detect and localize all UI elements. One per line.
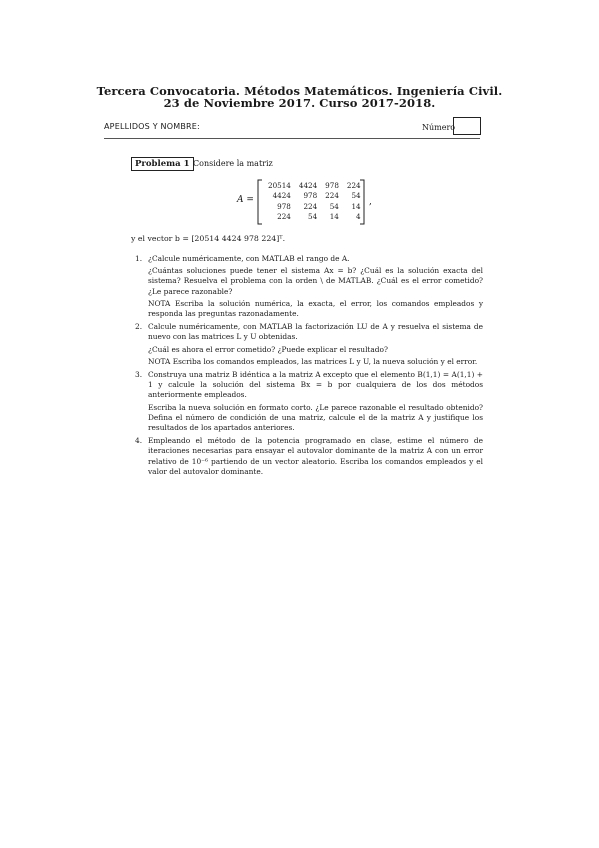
matrix-cell: 224 [346, 180, 361, 190]
vector-b: y el vector b = [20514 4424 978 224]ᵀ. [131, 234, 286, 243]
matrix-row [264, 212, 365, 223]
name-label: APELLIDOS Y NOMBRE: [104, 122, 200, 131]
question-paragraph: Construya una matriz B idéntica a la matriz A excepto que el elemento B(1,1) = A(1,1) + 1 y calcule la solución del sistema Bx = b por cualquiera de los dos métodos anteriormente empleados. [148, 370, 483, 400]
problem-label: Problema 1 [131, 157, 194, 171]
matrix-cell: 54 [329, 201, 339, 211]
exam-title-line2: 23 de Noviembre 2017. Curso 2017-2018. [163, 96, 436, 110]
question-number: 1. [135, 254, 143, 263]
question-paragraph: NOTA Escriba la solución numérica, la exacta, el error, los comandos empleados y responda las preguntas razonadamente. [148, 298, 483, 319]
question-paragraph: ¿Cuántas soluciones puede tener el sistema Ax = b? ¿Cuál es la solución exacta del sistema? Resuelva el problema con la orden \ de MATLAB. ¿Cuál es el error cometido? ¿Le parece razonable? [148, 266, 483, 296]
number-label: Número [422, 123, 456, 132]
matrix-cell: 14 [351, 201, 361, 211]
question-paragraph: ¿Calcule numéricamente, con MATLAB el rango de A. [148, 254, 350, 263]
question-number: 2. [135, 322, 143, 332]
matrix-cell: 4 [356, 212, 361, 222]
matrix-cell: 20514 [268, 180, 291, 190]
matrix-cell: 224 [325, 191, 339, 201]
matrix-row [264, 191, 365, 202]
question-item [131, 322, 483, 367]
questions-list [131, 254, 483, 480]
problem-intro: Considere la matriz [193, 159, 273, 168]
matrix-a: A = 20514 4424 978 224 4424 978 224 54 978 224 54 14 224 54 14 4 , [237, 179, 377, 225]
question-paragraph: NOTA Escriba los comandos empleados, las matrices L y U, la nueva solución y el error. [148, 356, 478, 366]
matrix-table [264, 180, 365, 222]
matrix-cell: 978 [303, 191, 318, 201]
student-header-row [104, 120, 480, 136]
number-box[interactable] [453, 117, 481, 135]
question-item [131, 436, 483, 477]
matrix-cell: 978 [277, 201, 291, 211]
header-divider [104, 138, 480, 139]
matrix-symbol: A = [237, 195, 254, 205]
matrix-cell: 14 [329, 212, 339, 222]
matrix-cell: 224 [303, 201, 318, 211]
exam-title-line1: Tercera Convocatoria. Métodos Matemáticos. Ingeniería Civil. [96, 84, 503, 98]
question-paragraph: Escriba la nueva solución en formato corto. ¿Le parece razonable el resultado obtenido? Defina el número de condición de una matriz, calcule el de la matriz A y justifique los resultados de los apartados anteriores. [148, 402, 483, 433]
matrix-row [264, 201, 365, 212]
matrix-cell: 978 [325, 180, 339, 190]
question-item [131, 254, 483, 319]
matrix-cell: 54 [308, 212, 318, 222]
question-number: 4. [135, 436, 143, 446]
question-item [131, 370, 483, 433]
matrix-cell: 4424 [298, 180, 318, 190]
question-number: 3. [135, 370, 143, 380]
question-paragraph: Empleando el método de la potencia programado en clase, estime el número de iteraciones necesarias para ensayar el autovalor dominante de la matriz A con un error relativo de 10⁻⁶ partiendo de un vector aleatorio. Escriba los comandos empleados y el valor del autovalor dominante. [148, 436, 483, 476]
matrix-cell: 224 [277, 212, 291, 222]
matrix-row [264, 180, 365, 191]
matrix-cell: 54 [351, 191, 361, 201]
question-paragraph: ¿Cuál es ahora el error cometido? ¿Puede explicar el resultado? [148, 344, 388, 354]
question-paragraph: Calcule numéricamente, con MATLAB la factorización LU de A y resuelva el sistema de nuevo con las matrices L y U obtenidas. [148, 322, 483, 342]
matrix-cell: 4424 [272, 191, 291, 201]
